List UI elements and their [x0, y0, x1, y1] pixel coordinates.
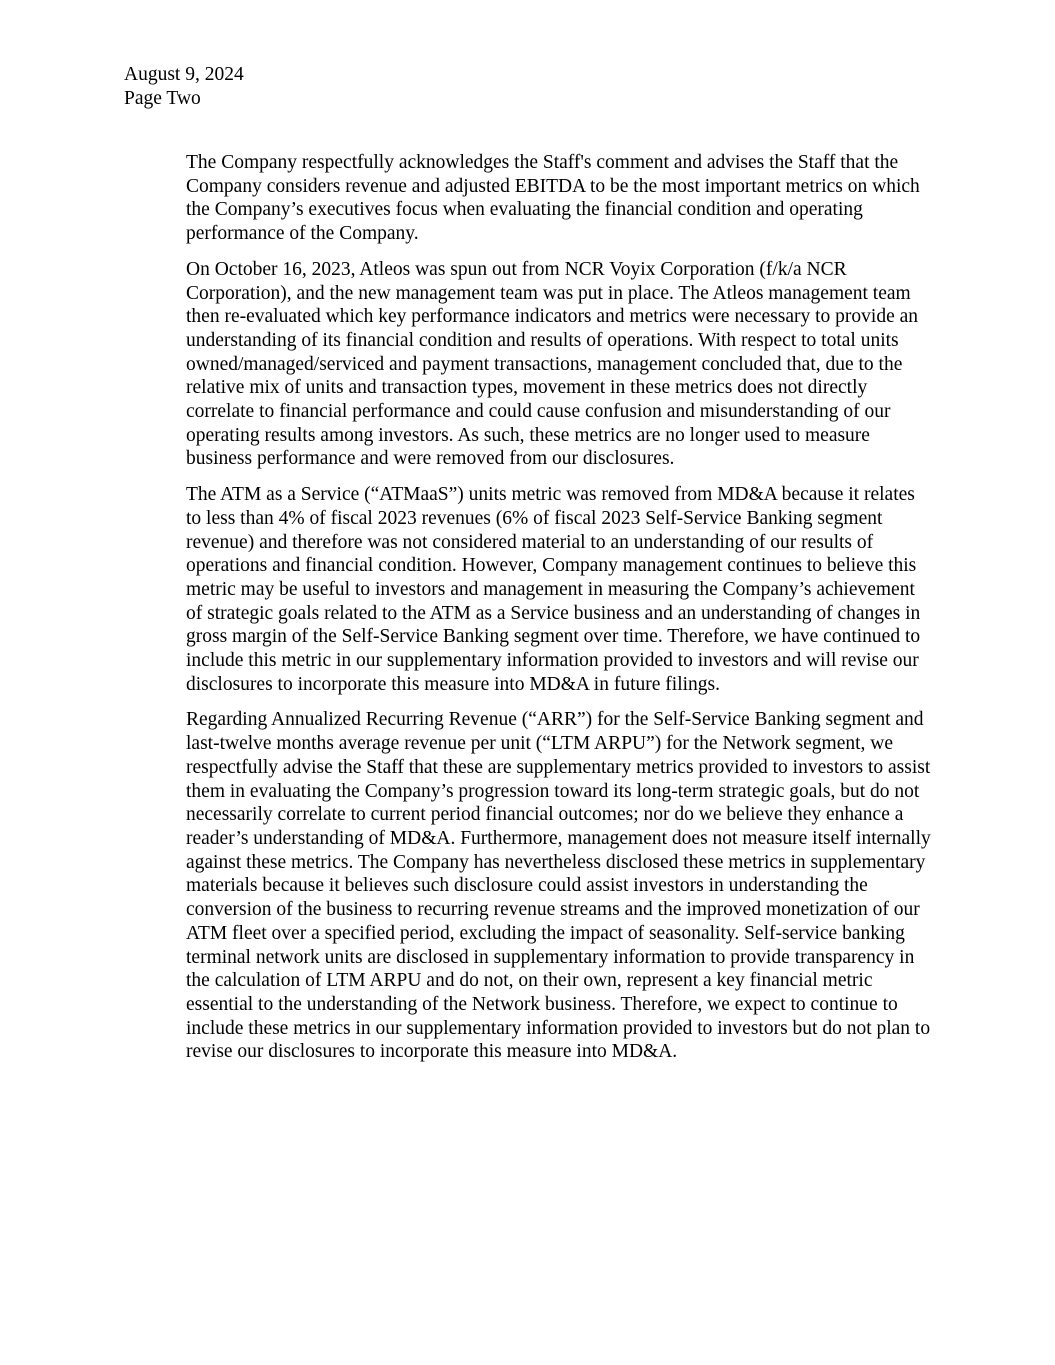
- letter-body: [186, 151, 931, 1076]
- header-page-number: Page Two: [124, 88, 201, 109]
- letter-header: [124, 63, 244, 111]
- paragraph-acknowledgement: The Company respectfully acknowledges the Staff's comment and advises the Staff that the Company considers revenue and adjusted EBITDA to be the most important metrics on which the Company’s executives focus when evaluating the financial condition and operating performance of the Company.: [186, 152, 920, 245]
- header-date: August 9, 2024: [124, 64, 244, 85]
- paragraph-spin-off: On October 16, 2023, Atleos was spun out from NCR Voyix Corporation (f/k/a NCR Corporation), and the new management team was put in place. The Atleos management team then re-evaluated which key performance indicators and metrics were necessary to provide an understanding of its financial condition and results of operations. With respect to total units owned/managed/serviced and payment transactions, management concluded that, due to the relative mix of units and transaction types, movement in these metrics does not directly correlate to financial performance and could cause confusion and misunderstanding of our operating results among investors. As such, these metrics are no longer used to measure business performance and were removed from our disclosures.: [186, 258, 919, 470]
- paragraph-arr-ltm-arpu: Regarding Annualized Recurring Revenue (“ARR”) for the Self-Service Banking segment and last-twelve months average revenue per unit (“LTM ARPU”) for the Network segment, we respectfully advise the Staff that these are supplementary metrics provided to investors to assist them in evaluating the Company’s progression toward its long-term strategic goals, but do not necessarily correlate to current period financial outcomes; nor do we believe they enhance a reader’s understanding of MD&A. Furthermore, management does not measure itself internally against these metrics. The Company has nevertheless disclosed these metrics in supplementary materials because it believes such disclosure could assist investors in understanding the conversion of the business to recurring revenue streams and the improved monetization of our ATM fleet over a specified period, excluding the impact of seasonality. Self-service banking terminal network units are disclosed in supplementary information to provide transparency in the calculation of LTM ARPU and do not, on their own, represent a key financial metric essential to the understanding of the Network business. Therefore, we expect to continue to include these metrics in our supplementary information provided to investors but do not plan to revise our disclosures to incorporate this measure into MD&A.: [186, 709, 931, 1063]
- paragraph-atmaas-metric: The ATM as a Service (“ATMaaS”) units metric was removed from MD&A because it relates to less than 4% of fiscal 2023 revenues (6% of fiscal 2023 Self-Service Banking segment revenue) and therefore was not considered material to an understanding of our results of operations and financial condition. However, Company management continues to believe this metric may be useful to investors and management in measuring the Company’s achievement of strategic goals related to the ATM as a Service business and an understanding of changes in gross margin of the Self-Service Banking segment over time. Therefore, we have continued to include this metric in our supplementary information provided to investors and will revise our disclosures to incorporate this measure into MD&A in future filings.: [186, 484, 921, 695]
